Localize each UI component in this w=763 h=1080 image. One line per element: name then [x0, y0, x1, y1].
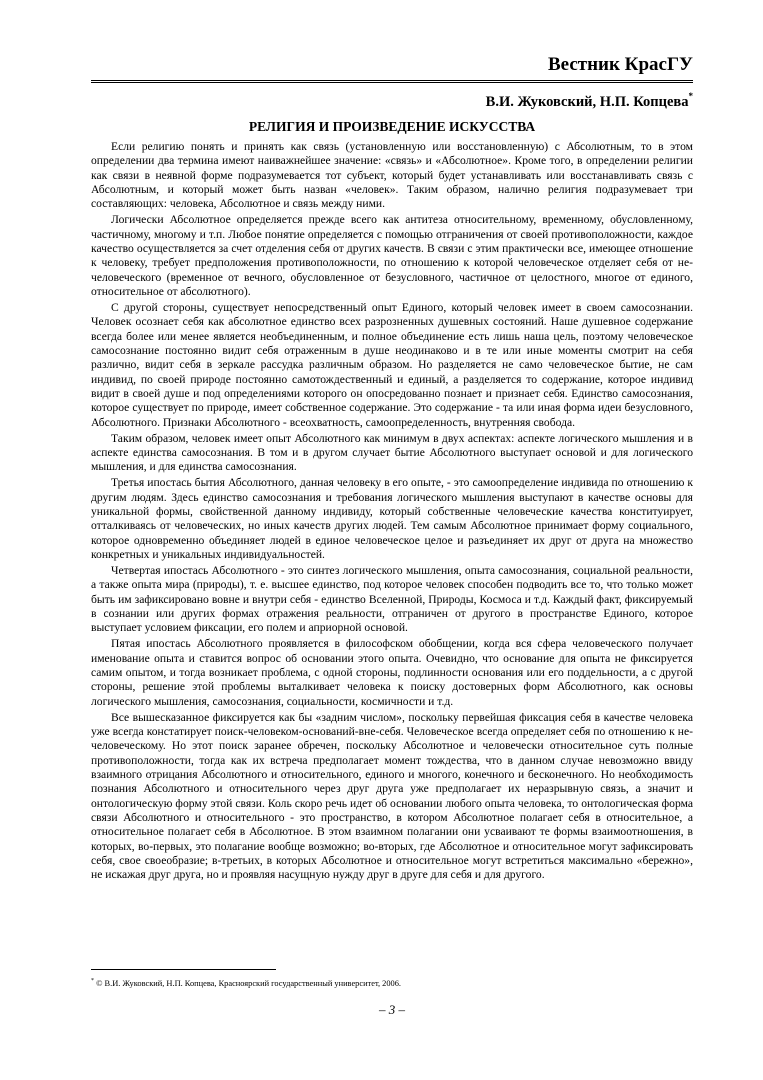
journal-title: Вестник КрасГУ	[547, 54, 693, 75]
paragraph: С другой стороны, существует непосредственный опыт Единого, который человек имеет в своем самосознании. Человек осознает себя как абсолютное единство всех разрозненных душевных состояний. Наше душевное содержание всегда более или менее является необъединенным, и полное объединение есть лишь наша цель, поэтому человеческое самосознание постоянно видит себя отраженным в душе неодинаково и в те или иные моменты смотрит на себя различно, видит себя в зеркале рассудка различным образом. Но разделяется не само человеческое бытие, не сам индивид, по своей природе постоянно самотождественный и единый, а разделяется то содержание, которое индивид видит в своей душе и под определениями которого он опосредованно познает и признает себя. Единство самосознания, которое существует по природе, имеет собственное содержание. Это содержание - та или иная форма идеи безусловного, Абсолютного. Признаки Абсолютного - всеохватность, самоопределенность, внутренняя свобода.	[91, 300, 693, 429]
paragraph: Все вышесказанное фиксируется как бы «задним числом», поскольку первейшая фиксация себя в качестве человека уже всегда констатирует поиск-человеком-оснований-вне-себя. Человеческое всегда определяет себя по отношению к не-человеческому. Но этот поиск заранее обречен, поскольку Абсолютное и человечески относительное суть полные противоположности, тогда как их встреча предполагает момент тождества, что в данном случае невозможно ввиду взаимного отрицания Абсолютного и относительного, единого и многого, конечного и бесконечного. Но необходимость познания Абсолютного и относительного через друг друга уже предполагает их неразрывную связь, а значит и онтологическую форму этой связи. Коль скоро речь идет об основании любого опыта человека, то онтологическая форма связи Абсолютного и относительного - это пространство, в котором Абсолютное полагает себя в относительное, а относительное полагает себя в Абсолютное. В этом взаимном полагании они усваивают те формы взаимоотношения, в которых, во-первых, это полагание вообще возможно; во-вторых, где Абсолютное и относительное могут зафиксировать себя, свое своеобразие; в-третьих, в которых Абсолютное и относительное могут встретиться максимально «бережно», не искажая друг друга, но и проявляя насущную нужду друг в друге для себя и для другого.	[91, 710, 693, 882]
article-authors	[486, 92, 693, 111]
header-rule	[91, 80, 693, 83]
paragraph: Таким образом, человек имеет опыт Абсолютного как минимум в двух аспектах: аспекте логического мышления и в аспекте единства самосознания. В том и в другом случает бытие Абсолютного выступает основой и для логического мышления, и для единства самосознания.	[91, 431, 693, 474]
paragraph: Пятая ипостась Абсолютного проявляется в философском обобщении, когда вся сфера человеческого получает именование опыта и ставится вопрос об основании этого опыта. Очевидно, что основание для опыта не фиксируется самим опытом, и тогда возникает проблема, с одной стороны, подлинности основания или его поддельности, а с другой стороны, решение этой проблемы выталкивает человека к поиску достоверных форм Абсолютного, как основы логического мышления, самосознания, социальности, космичности и т.д.	[91, 637, 693, 708]
page-number: – 3 –	[379, 1002, 405, 1017]
paragraph: Логически Абсолютное определяется прежде всего как антитеза относительному, временному, обусловленному, частичному, многому и т.п. Любое понятие определяется с помощью отграничения от своей противоположности, каждое качество осуществляется за счет отделения себя от других качеств. В связи с этим практически все, имеющее отношение к человеку, требует предположения противоположности, по отношению к которой человеческое отделяет себя от не-человеческого (временное от вечного, обусловленное от безусловного, частичное от целостного, многое от единого, относительное от абсолютного).	[91, 213, 693, 299]
footnote	[91, 976, 693, 989]
author-names: В.И. Жуковский, Н.П. Копцева	[485, 93, 689, 110]
paragraph: Третья ипостась бытия Абсолютного, данная человеку в его опыте, - это самоопределение индивида по отношению к другим людям. Здесь единство самосознания и требования логического мышления выступают в качестве основы для уникальной формы, свойственной данному индивиду, который собственные человеческие качества конституирует, отталкиваясь от человеческих, но иных качеств других людей. Тем самым Абсолютное принимает форму социального, которое одновременно объединяет людей в единое человеческое целое и разъединяет их друг от друга на множество конкретных и уникальных индивидуальностей.	[91, 476, 693, 561]
author-footnote-mark: *	[688, 91, 693, 101]
paragraph: Если религию понять и принять как связь (установленную или восстановленную) с Абсолютным, то в этом определении два термина имеют наиважнейшее значение: «связь» и «Абсолютное». Кроме того, в определении религии как связи в неявной форме подразумевается тот субъект, который будет устанавливать или восстанавливать связь с Абсолютным, и который может быть назван «человек». Таким образом, налично религия подразумевает три составляющих: человека, Абсолютное и связь между ними.	[91, 140, 693, 211]
footnote-text: © В.И. Жуковский, Н.П. Копцева, Красноярский государственный университет, 2006.	[94, 978, 402, 988]
article-body	[91, 140, 693, 884]
article-title: РЕЛИГИЯ И ПРОИЗВЕДЕНИЕ ИСКУССТВА	[248, 119, 536, 134]
footnote-mark: *	[91, 978, 94, 984]
paragraph: Четвертая ипостась Абсолютного - это синтез логического мышления, опыта самосознания, социальной реальности, а также опыта мира (природы), т. е. высшее единство, под которое человек способен подводить все то, что только может быть им зафиксировано вовне и внутри себя - единство Вселенной, Природы, Космоса и т.д. Каждый факт, фиксируемый в сознании или других формах отражения реальности, отграничен от другого в пространстве Единого, которое выступает условием фиксации, его полем и априорной основой.	[91, 563, 693, 635]
footnote-rule	[91, 969, 276, 970]
